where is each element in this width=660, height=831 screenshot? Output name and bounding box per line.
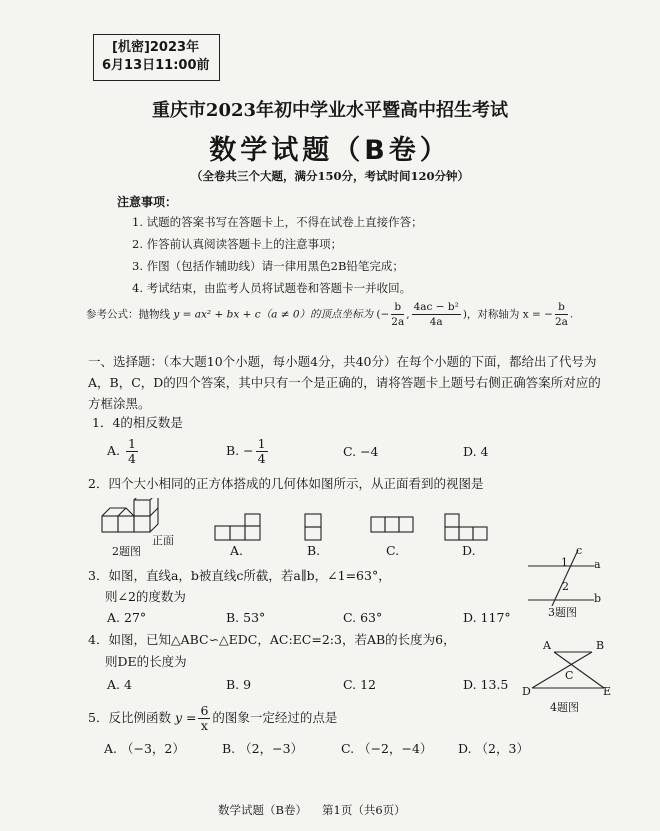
q3-option-a[interactable]: A. 27° bbox=[107, 610, 147, 625]
q2-view-a[interactable] bbox=[214, 513, 262, 541]
q4-mark-c: C bbox=[565, 669, 574, 682]
paper-title: 数学试题（B卷） bbox=[209, 135, 451, 166]
question-5-stem: 5．反比例函数 y = $\frac{6}{x}$ 的图象一定经过的点是 bbox=[88, 703, 338, 733]
q1-option-a[interactable]: A. $\frac{1}{4}$ bbox=[107, 436, 136, 466]
q4-figure-label: 4题图 bbox=[550, 701, 579, 714]
exam-title: 重庆市2023年初中学业水平暨高中招生考试 bbox=[151, 100, 509, 121]
q1-option-b[interactable]: B. − $\frac{1}{4}$ bbox=[226, 436, 266, 466]
q4-option-b[interactable]: B. 9 bbox=[226, 677, 252, 692]
formula-open: (− bbox=[376, 308, 390, 321]
confidential-line2: 6月13日11:00前 bbox=[102, 58, 210, 73]
q2-front-label: 正面 bbox=[152, 534, 174, 547]
confidential-box bbox=[93, 34, 220, 81]
q3-option-c[interactable]: C. 63° bbox=[343, 610, 383, 625]
q4-mark-d: D bbox=[522, 685, 531, 698]
q2-option-b-label[interactable]: B. bbox=[307, 543, 321, 558]
question-3-stem-line2: 则∠2的度数为 bbox=[105, 589, 186, 604]
exam-info: （全卷共三个大题，满分150分，考试时间120分钟） bbox=[190, 169, 469, 183]
section1-instructions: 一、选择题：（本大题10个小题，每小题4分，共40分）在每个小题的下面，都给出了代号为A，B，C，D的四个答案，其中只有一个是正确的，请将答题卡上题号右侧正确答案所对应的方框涂黑。 bbox=[88, 354, 601, 411]
q5-option-c[interactable]: C. （−2，−4） bbox=[341, 741, 433, 756]
reference-formula: 参考公式：抛物线 y = ax² + bx + c（a ≠ 0）的顶点坐标为 (− $\frac{b}{2a}$ , $\frac{\text{4ac − b²}}{4a}$ )，对称轴为 x = − $\frac{b}{2a}$ . bbox=[86, 301, 574, 328]
q2-view-b[interactable] bbox=[304, 513, 324, 541]
q2-view-c[interactable] bbox=[370, 516, 416, 534]
q2-view-d[interactable] bbox=[444, 513, 490, 541]
confidential-line1: [机密]2023年 bbox=[112, 40, 200, 55]
q3-option-b[interactable]: B. 53° bbox=[226, 610, 266, 625]
fraction: $\frac{6}{x}$ bbox=[200, 703, 209, 733]
q3-mark-a: a bbox=[594, 558, 601, 571]
note-item: 3. 作图（包括作辅助线）请一律用黑色2B铅笔完成； bbox=[132, 259, 404, 273]
fraction: $\frac{\text{4ac − b²}}{4a}$ bbox=[413, 301, 459, 328]
q2-figure-label: 2题图 bbox=[112, 545, 141, 558]
q3-figure-label: 3题图 bbox=[548, 606, 577, 619]
formula-prefix: 参考公式：抛物线 bbox=[86, 308, 170, 321]
q2-option-c-label[interactable]: C. bbox=[386, 543, 400, 558]
q4-option-d[interactable]: D. 13.5 bbox=[463, 677, 509, 692]
question-3-stem-line1: 3．如图，直线a，b被直线c所截，若a∥b，∠1=63°， bbox=[88, 568, 391, 583]
q5-option-a[interactable]: A. （−3，2） bbox=[104, 741, 185, 756]
fraction: $\frac{1}{4}$ bbox=[257, 436, 266, 466]
question-2-stem: 2．四个大小相同的正方体搭成的几何体如图所示，从正面看到的视图是 bbox=[88, 476, 484, 491]
q4-option-c[interactable]: C. 12 bbox=[343, 677, 376, 692]
q3-mark-b: b bbox=[594, 592, 602, 605]
formula-equation: y = ax² + bx + c（a ≠ 0）的顶点坐标为 bbox=[173, 308, 374, 321]
fraction: $\frac{b}{2a}$ bbox=[391, 301, 405, 328]
q1-option-c[interactable]: C. −4 bbox=[343, 444, 379, 459]
note-item: 2. 作答前认真阅读答题卡上的注意事项； bbox=[132, 237, 343, 251]
note-item: 4. 考试结束，由监考人员将试题卷和答题卡一并收回。 bbox=[132, 281, 412, 295]
q5-option-d[interactable]: D. （2，3） bbox=[458, 741, 529, 756]
question-4-stem-line1: 4．如图，已知△ABC∽△EDC，AC:EC=2:3，若AB的长度为6， bbox=[88, 632, 456, 647]
note-item: 1. 试题的答案书写在答题卡上，不得在试卷上直接作答； bbox=[132, 215, 423, 229]
question-4-stem-line2: 则DE的长度为 bbox=[105, 654, 187, 669]
notes-heading: 注意事项： bbox=[117, 195, 178, 209]
q3-mark-c: c bbox=[576, 544, 583, 557]
formula-axis: ，对称轴为 x = − bbox=[466, 308, 553, 321]
footer-page-number: 第1页（共6页） bbox=[322, 803, 406, 817]
q1-option-d[interactable]: D. 4 bbox=[463, 444, 489, 459]
fraction: $\frac{b}{2a}$ bbox=[554, 301, 568, 328]
q3-option-d[interactable]: D. 117° bbox=[463, 610, 511, 625]
q4-mark-e: E bbox=[603, 685, 612, 698]
fraction: $\frac{1}{4}$ bbox=[128, 436, 136, 466]
footer-paper-name: 数学试题（B卷） bbox=[218, 803, 307, 817]
q4-mark-b: B bbox=[596, 639, 605, 652]
q5-option-b[interactable]: B. （2，−3） bbox=[222, 741, 304, 756]
q4-option-a[interactable]: A. 4 bbox=[107, 677, 132, 692]
q4-mark-a: A bbox=[543, 639, 551, 652]
q3-mark-1: 1 bbox=[561, 556, 568, 569]
q2-option-a-label[interactable]: A. bbox=[230, 543, 244, 558]
question-1-stem: 1．4的相反数是 bbox=[92, 415, 183, 430]
q3-mark-2: 2 bbox=[562, 580, 569, 593]
q2-option-d-label[interactable]: D. bbox=[462, 543, 476, 558]
